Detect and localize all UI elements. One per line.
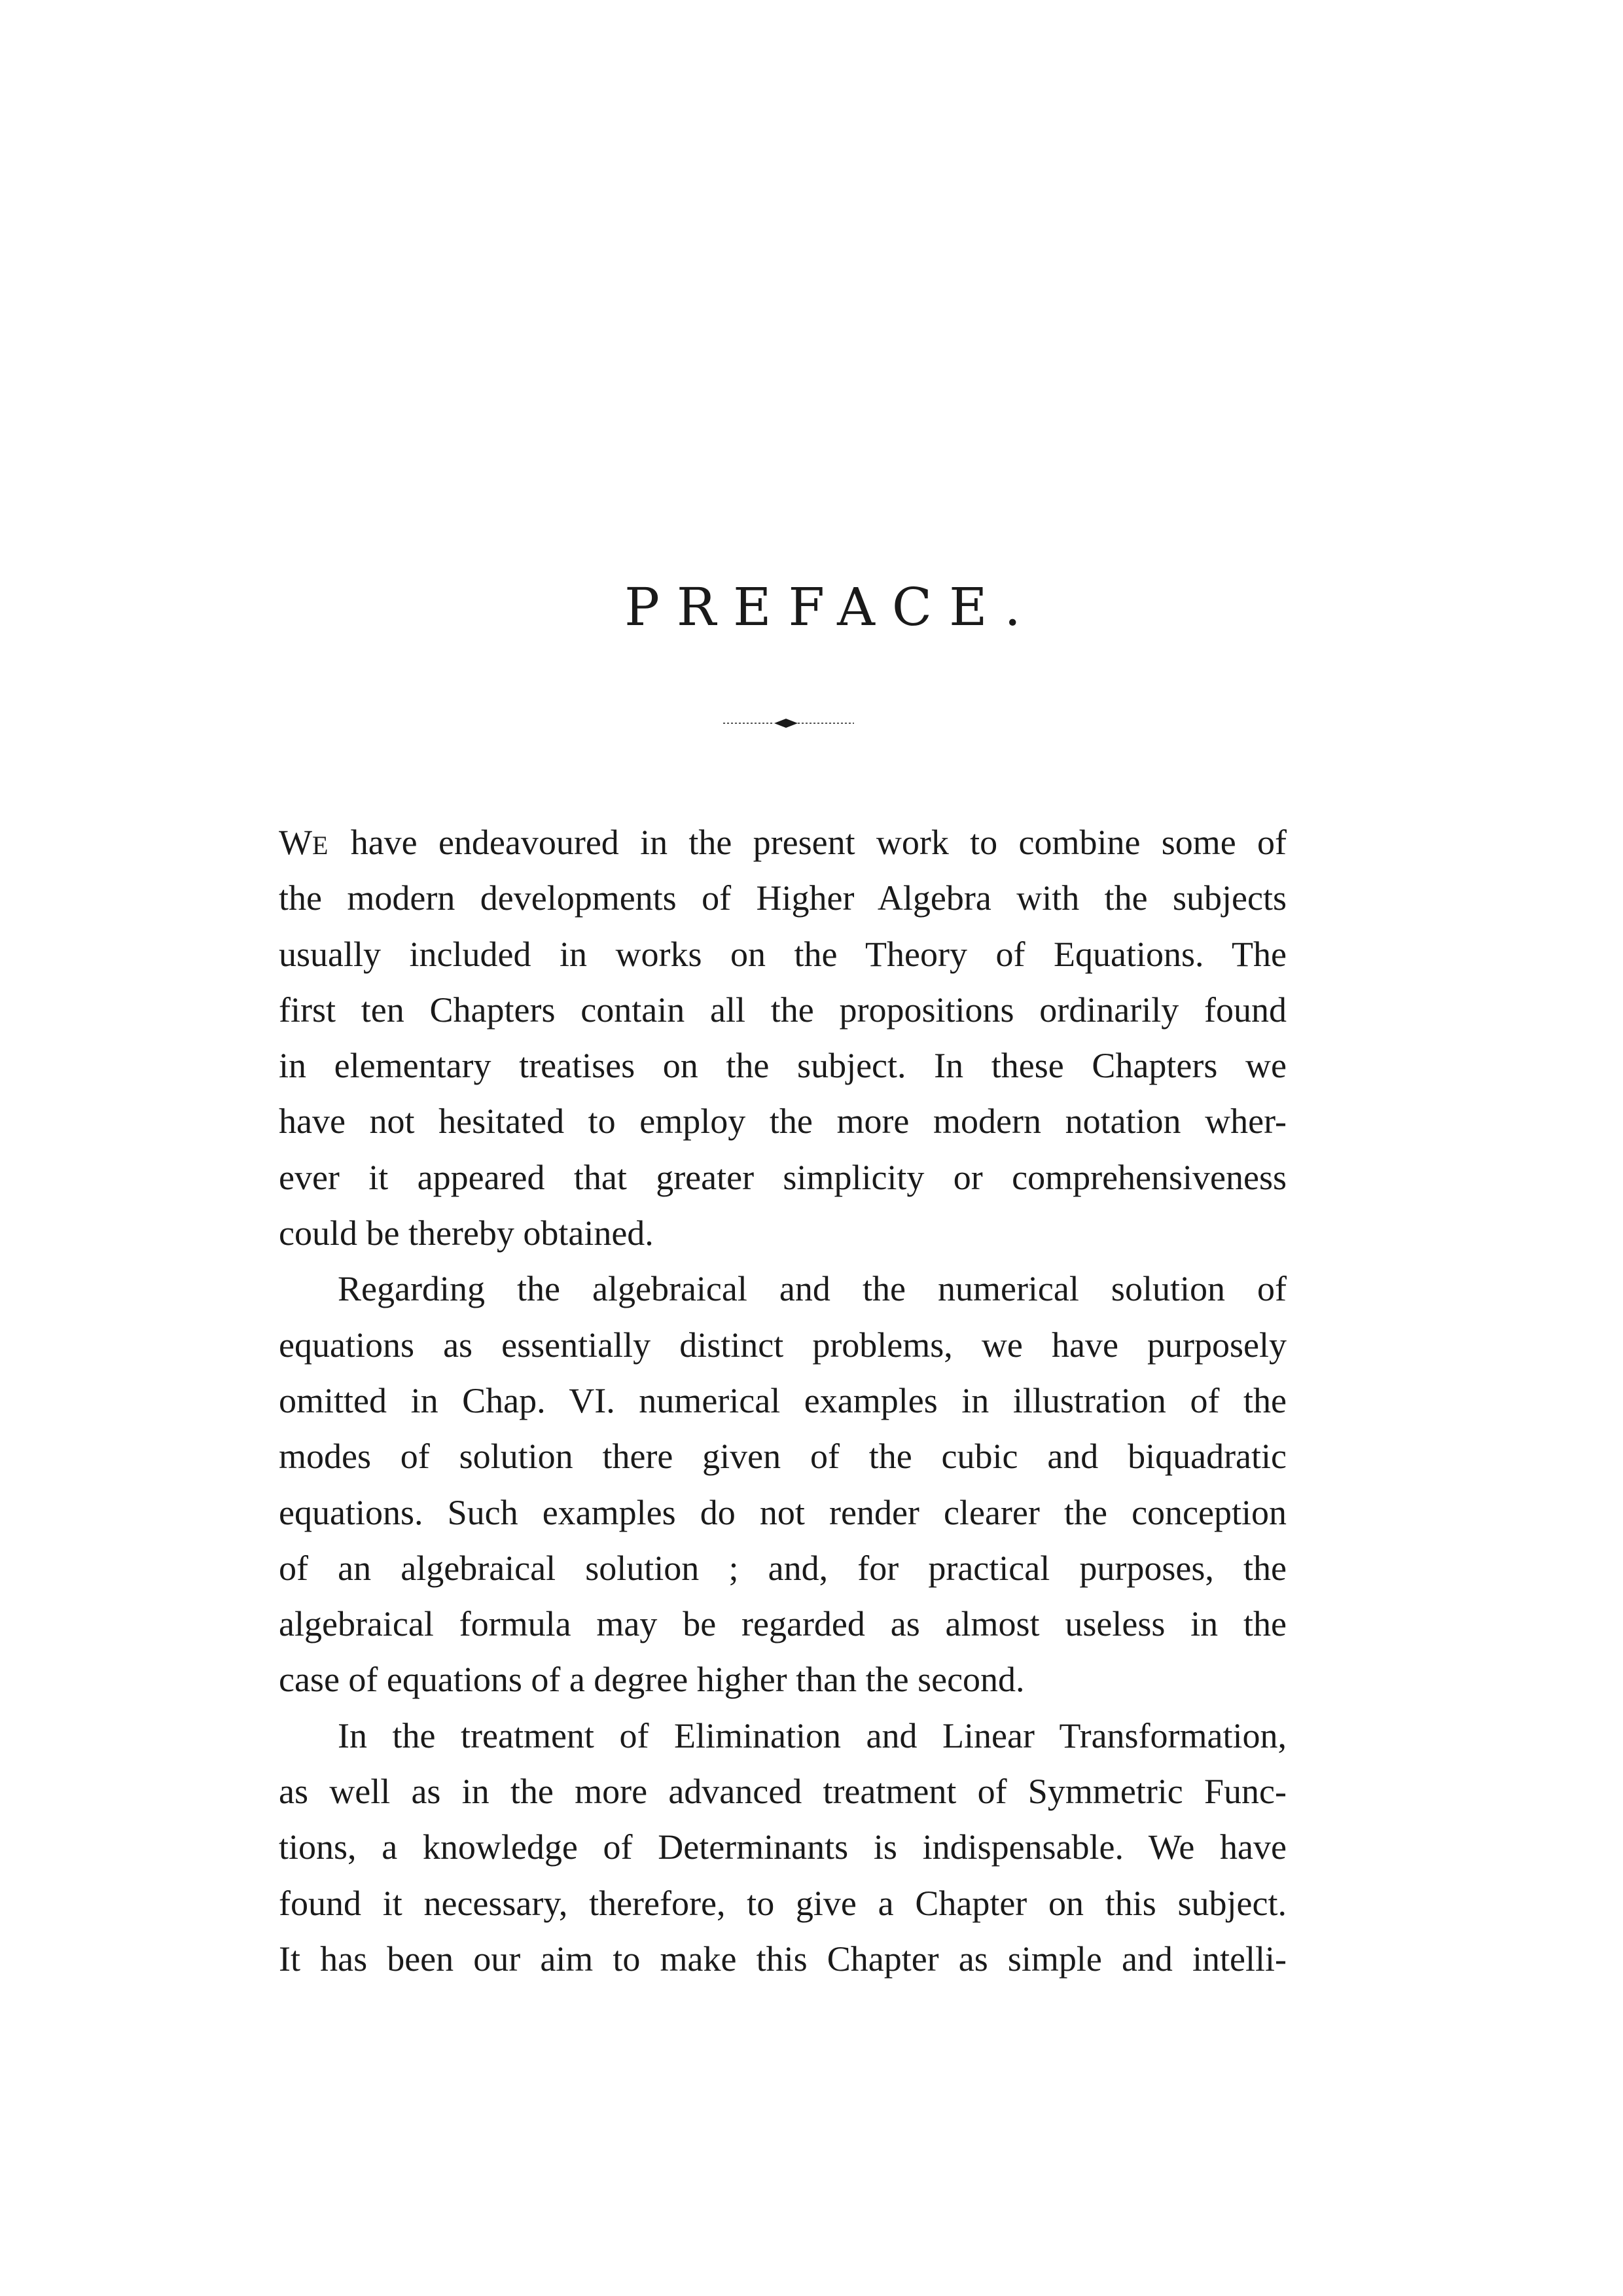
text-line: as well as in the more advanced treatment of Symmetric Func- — [279, 1772, 1287, 1812]
drop-letter: W — [279, 823, 312, 862]
text-line: of an algebraical solution ; and, for practical purposes, the — [279, 1548, 1287, 1588]
text-line: equations as essentially distinct problems, we have purposely — [279, 1325, 1287, 1365]
text-line: It has been our aim to make this Chapter as simple and intelli- — [279, 1939, 1287, 1979]
text-line: have not hesitated to employ the more modern notation wher- — [279, 1102, 1287, 1141]
paragraph — [279, 1261, 1287, 1708]
text-line: tions, a knowledge of Determinants is indispensable. We have — [279, 1827, 1287, 1867]
text-line: omitted in Chap. VI. numerical examples in illustration of the — [279, 1380, 1287, 1420]
text-line-content: have endeavoured in the present work to combine some of — [329, 823, 1287, 862]
text-line: modes of solution there given of the cubic and biquadratic — [279, 1437, 1287, 1477]
text-line: ever it appeared that greater simplicity or comprehensiveness — [279, 1157, 1287, 1197]
text-line: could be thereby obtained. — [279, 1213, 654, 1253]
preface-text — [279, 815, 1287, 1987]
text-line: In the treatment of Elimination and Linear Transformation, — [338, 1715, 1287, 1755]
small-caps-letter: E — [312, 831, 330, 860]
page-title: PREFACE. — [624, 577, 1038, 637]
text-line: usually included in works on the Theory of Equations. The — [279, 934, 1287, 974]
ornament-divider-icon — [723, 710, 854, 736]
text-line — [279, 815, 1287, 870]
text-line: found it necessary, therefore, to give a Chapter on this subject. — [279, 1883, 1287, 1923]
text-line: case of equations of a degree higher than the second. — [279, 1660, 1025, 1700]
paragraph — [279, 1708, 1287, 1987]
text-line: equations. Such examples do not render clearer the conception — [279, 1492, 1287, 1532]
text-line: first ten Chapters contain all the propositions ordinarily found — [279, 990, 1287, 1030]
text-line: Regarding the algebraical and the numerical solution of — [338, 1269, 1287, 1309]
text-line: algebraical formula may be regarded as almost useless in the — [279, 1604, 1287, 1644]
paragraph — [279, 815, 1287, 1261]
text-line: in elementary treatises on the subject. In these Chapters we — [279, 1046, 1287, 1086]
text-line: the modern developments of Higher Algebra with the subjects — [279, 878, 1287, 918]
